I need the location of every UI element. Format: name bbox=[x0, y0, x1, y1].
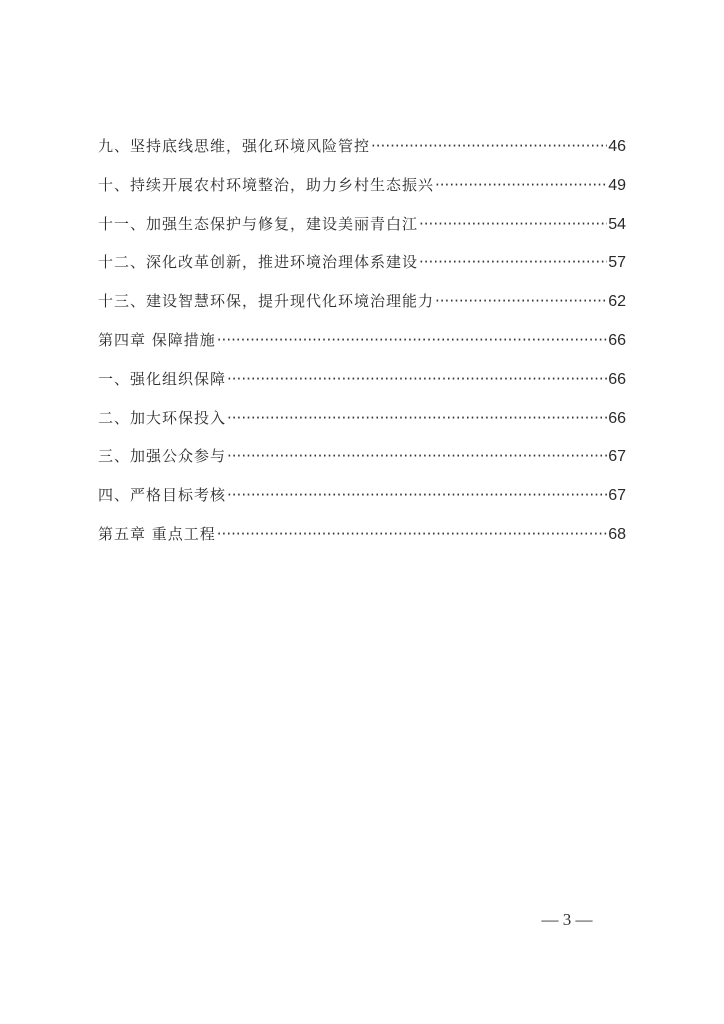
toc-entry-page: 66 bbox=[608, 370, 626, 388]
page-number: — 3 — bbox=[541, 910, 593, 929]
toc-entry-page: 68 bbox=[608, 525, 626, 543]
toc-chapter-entry bbox=[98, 329, 626, 368]
toc-entry-title: 一、强化组织保障 bbox=[98, 369, 227, 388]
toc-dot-leader bbox=[435, 292, 607, 310]
toc-entry-page: 67 bbox=[608, 448, 626, 466]
toc-entry-title: 第五章 重点工程 bbox=[98, 524, 216, 543]
toc-dot-leader bbox=[227, 370, 607, 388]
toc-entry-title: 十、持续开展农村环境整治，助力乡村生态振兴 bbox=[98, 175, 435, 194]
toc-dot-leader bbox=[217, 525, 607, 543]
toc-entry-title: 三、加强公众参与 bbox=[98, 447, 227, 466]
toc-entry bbox=[98, 290, 626, 329]
toc-entry bbox=[98, 484, 626, 523]
toc-entry bbox=[98, 213, 626, 252]
toc-entry-page: 62 bbox=[608, 293, 626, 311]
toc-entry-title: 四、严格目标考核 bbox=[98, 486, 227, 505]
toc-entry bbox=[98, 445, 626, 484]
toc-entry-page: 49 bbox=[608, 176, 626, 194]
toc-entry-title: 九、坚持底线思维，强化环境风险管控 bbox=[98, 137, 371, 155]
toc-dot-leader bbox=[419, 253, 607, 271]
toc-dot-leader bbox=[227, 447, 607, 465]
toc-entry-title: 十二、深化改革创新，推进环境治理体系建设 bbox=[98, 253, 419, 272]
toc-entry-page: 66 bbox=[608, 409, 626, 427]
toc-entry-title: 十三、建设智慧环保，提升现代化环境治理能力 bbox=[98, 292, 435, 311]
toc-entry bbox=[98, 368, 626, 407]
toc-entry-page: 67 bbox=[608, 487, 626, 505]
toc-dot-leader bbox=[227, 486, 607, 504]
toc-entry-page: 54 bbox=[608, 215, 626, 233]
toc-dot-leader bbox=[227, 409, 607, 427]
toc-entry bbox=[98, 407, 626, 446]
table-of-contents bbox=[98, 135, 626, 562]
toc-entry bbox=[98, 135, 626, 174]
toc-entry-title: 第四章 保障措施 bbox=[98, 330, 216, 349]
toc-dot-leader bbox=[217, 331, 607, 349]
toc-dot-leader bbox=[435, 176, 607, 194]
toc-entry bbox=[98, 251, 626, 290]
toc-dot-leader bbox=[419, 215, 607, 233]
toc-entry-page: 57 bbox=[608, 254, 626, 272]
toc-entry-title: 二、加大环保投入 bbox=[98, 408, 227, 427]
toc-dot-leader bbox=[371, 137, 607, 155]
toc-entry-title: 十一、加强生态保护与修复，建设美丽青白江 bbox=[98, 214, 419, 233]
toc-entry-page: 46 bbox=[608, 138, 626, 155]
toc-entry-page: 66 bbox=[608, 331, 626, 349]
toc-entry bbox=[98, 174, 626, 213]
toc-chapter-entry bbox=[98, 523, 626, 562]
